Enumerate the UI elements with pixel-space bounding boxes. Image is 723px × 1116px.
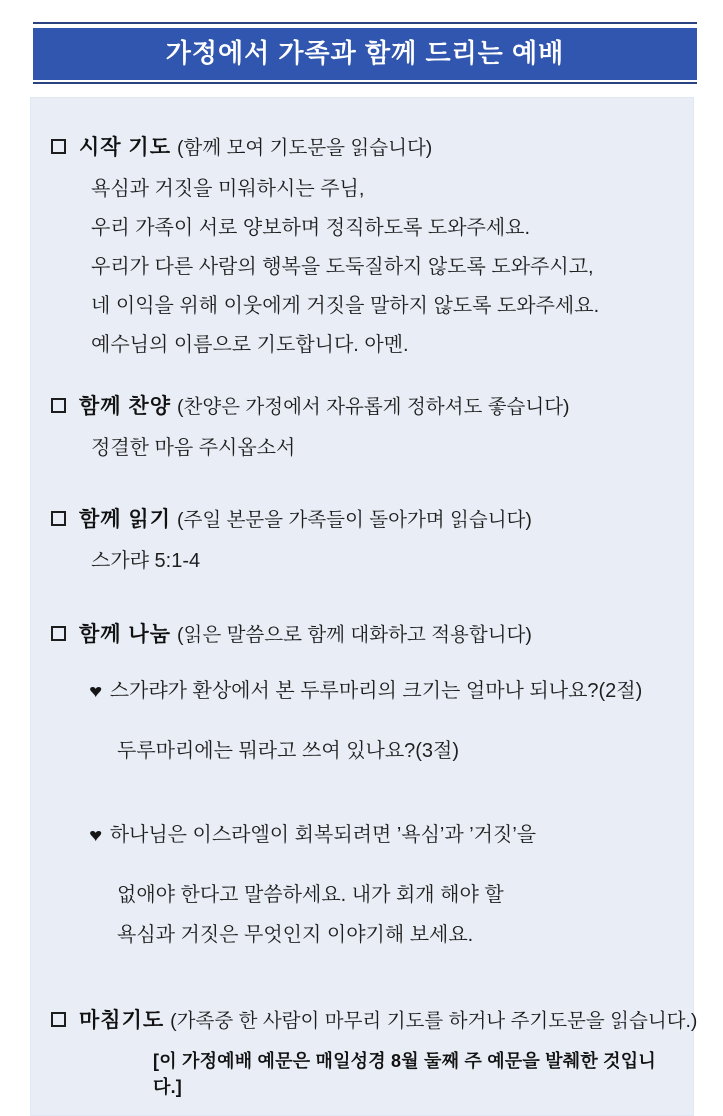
checkbox-icon xyxy=(51,1012,66,1027)
section-closing-prayer xyxy=(49,1005,698,1037)
hymn-line: 정결한 마음 주시옵소서 xyxy=(91,437,296,459)
heart-icon: ♥ xyxy=(89,825,103,845)
scripture-reference: 스가랴 5:1-4 xyxy=(91,550,201,572)
section-title: 함께 나눔 xyxy=(79,623,171,646)
section-heading xyxy=(49,391,667,423)
heart-icon: ♥ xyxy=(89,681,103,701)
question-line xyxy=(89,815,667,855)
discussion-question xyxy=(89,815,667,955)
section-note: (주일 본문을 가족들이 돌아가며 읽습니다) xyxy=(176,509,532,531)
section-title: 마침기도 xyxy=(79,1009,165,1032)
page-title: 가정에서 가족과 함께 드리는 예배 xyxy=(165,38,565,68)
question-line: 없애야 한다고 말씀하세요. 내가 회개 해야 할 xyxy=(117,884,504,906)
content-panel xyxy=(30,97,698,1116)
checkbox-icon xyxy=(51,139,66,154)
question-line: 두루마리에는 뭐라고 쓰여 있나요?(3절) xyxy=(117,740,460,762)
section-note: (함께 모여 기도문을 읽습니다) xyxy=(176,137,433,159)
prayer-line: 욕심과 거짓을 미워하시는 주님, xyxy=(91,178,365,200)
checkbox-icon xyxy=(51,626,66,641)
document-page xyxy=(0,22,723,1109)
question-line: 욕심과 거짓은 무엇인지 이야기해 보세요. xyxy=(117,924,474,946)
prayer-line: 네 이익을 위해 이웃에게 거짓을 말하지 않도록 도와주세요. xyxy=(91,295,600,317)
question-text: 스가랴가 환상에서 본 두루마리의 크기는 얼마나 되나요?(2절) xyxy=(109,680,643,702)
section-heading xyxy=(49,619,667,651)
checkbox-icon xyxy=(51,398,66,413)
section-note: (찬양은 가정에서 자유롭게 정하셔도 좋습니다) xyxy=(176,396,570,418)
question-line xyxy=(89,671,667,711)
source-footnote: [이 가정예배 예문은 매일성경 8월 둘째 주 예문을 발췌한 것입니다.] xyxy=(153,1051,656,1097)
checkbox-icon xyxy=(51,511,66,526)
section-note: (읽은 말씀으로 함께 대화하고 적용합니다) xyxy=(176,624,532,646)
title-banner-fill xyxy=(33,28,697,80)
question-text: 하나님은 이스라엘이 회복되려면 ’욕심’과 ’거짓’을 xyxy=(109,824,537,846)
section-title: 함께 읽기 xyxy=(79,508,171,531)
section-heading xyxy=(49,504,667,536)
prayer-line: 예수님의 이름으로 기도합니다. 아멘. xyxy=(91,334,409,356)
discussion-question xyxy=(89,671,667,771)
section-reading xyxy=(49,504,667,581)
section-heading xyxy=(49,1005,698,1037)
section-title: 함께 찬양 xyxy=(79,395,171,418)
section-sharing xyxy=(49,619,667,955)
section-note: (가족중 한 사람이 마무리 기도를 하거나 주기도문을 읽습니다.) xyxy=(170,1010,698,1032)
section-title: 시작 기도 xyxy=(79,136,171,159)
section-praise xyxy=(49,391,667,468)
prayer-line: 우리 가족이 서로 양보하며 정직하도록 도와주세요. xyxy=(91,217,531,239)
title-banner xyxy=(33,22,697,84)
section-heading xyxy=(49,132,667,164)
prayer-line: 우리가 다른 사람의 행복을 도둑질하지 않도록 도와주시고, xyxy=(91,256,594,278)
section-opening-prayer xyxy=(49,132,667,365)
